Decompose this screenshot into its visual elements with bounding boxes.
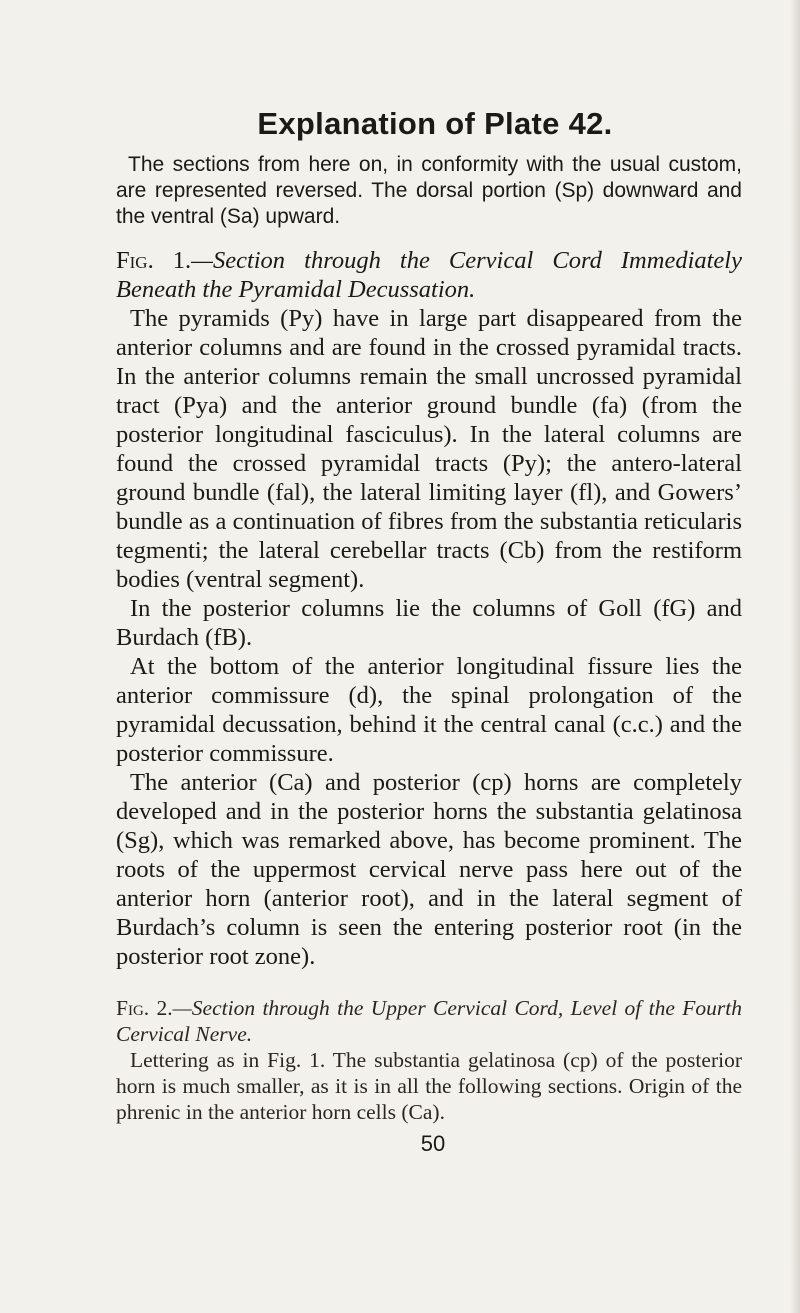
plate-title: Explanation of Plate 42. xyxy=(257,106,613,141)
fig2-caption: —Section through the Upper Cervical Cord, Level of the Fourth Cervical Nerve. xyxy=(116,996,743,1046)
fig1-paragraph-2: In the posterior columns lie the columns of Goll (fG) and Burdach (fB). xyxy=(116,595,742,651)
fig1-label: Fig. 1. xyxy=(116,247,192,274)
fig1-paragraph-3: At the bottom of the anterior longitudinal fissure lies the anterior commissure (d), the spinal prolongation of the pyramidal decussation, behind it the central canal (c.c.) and the posterior commissure. xyxy=(116,653,742,767)
fig1-paragraph-1: The pyramids (Py) have in large part disappeared from the anterior columns and are found in the crossed pyramidal tracts. In the anterior columns remain the small uncrossed pyramidal tract (Pya) and the anterior ground bundle (fa) (from the posterior longitudinal fasciculus). In the lateral columns are found the crossed pyramidal tracts (Py); the antero-lateral ground bundle (fal), the lateral limiting layer (fl), and Gowers’ bundle as a continuation of fibres from the substantia reticularis tegmenti; the lateral cerebellar tracts (Cb) from the restiform bodies (ventral segment). xyxy=(116,305,742,593)
fig1-caption: —Section through the Cervical Cord Immediately Beneath the Pyramidal Decussation. xyxy=(116,247,742,303)
page-edge xyxy=(790,0,800,1313)
fig1-heading xyxy=(116,246,742,304)
fig2-paragraph: Lettering as in Fig. 1. The substantia gelatinosa (cp) of the posterior horn is much smaller, as it is in all the following sections. Origin of the phrenic in the anterior horn cells (Ca). xyxy=(116,1048,742,1124)
fig2-label: Fig. 2. xyxy=(116,996,173,1020)
document-page xyxy=(116,0,742,1157)
page-number: 50 xyxy=(420,1131,446,1156)
fig2-heading xyxy=(116,995,742,1047)
fig1-paragraph-4: The anterior (Ca) and posterior (cp) horns are completely developed and in the posterior horns the substantia gelatinosa (Sg), which was remarked above, has become prominent. The roots of the uppermost cervical nerve pass here out of the anterior horn (anterior root), and in the lateral segment of Burdach’s column is seen the entering posterior root (in the posterior root zone). xyxy=(116,769,742,970)
intro-paragraph: The sections from here on, in conformity with the usual custom, are represented reversed. The dorsal portion (Sp) downward and the ventral (Sa) upward. xyxy=(116,153,742,228)
